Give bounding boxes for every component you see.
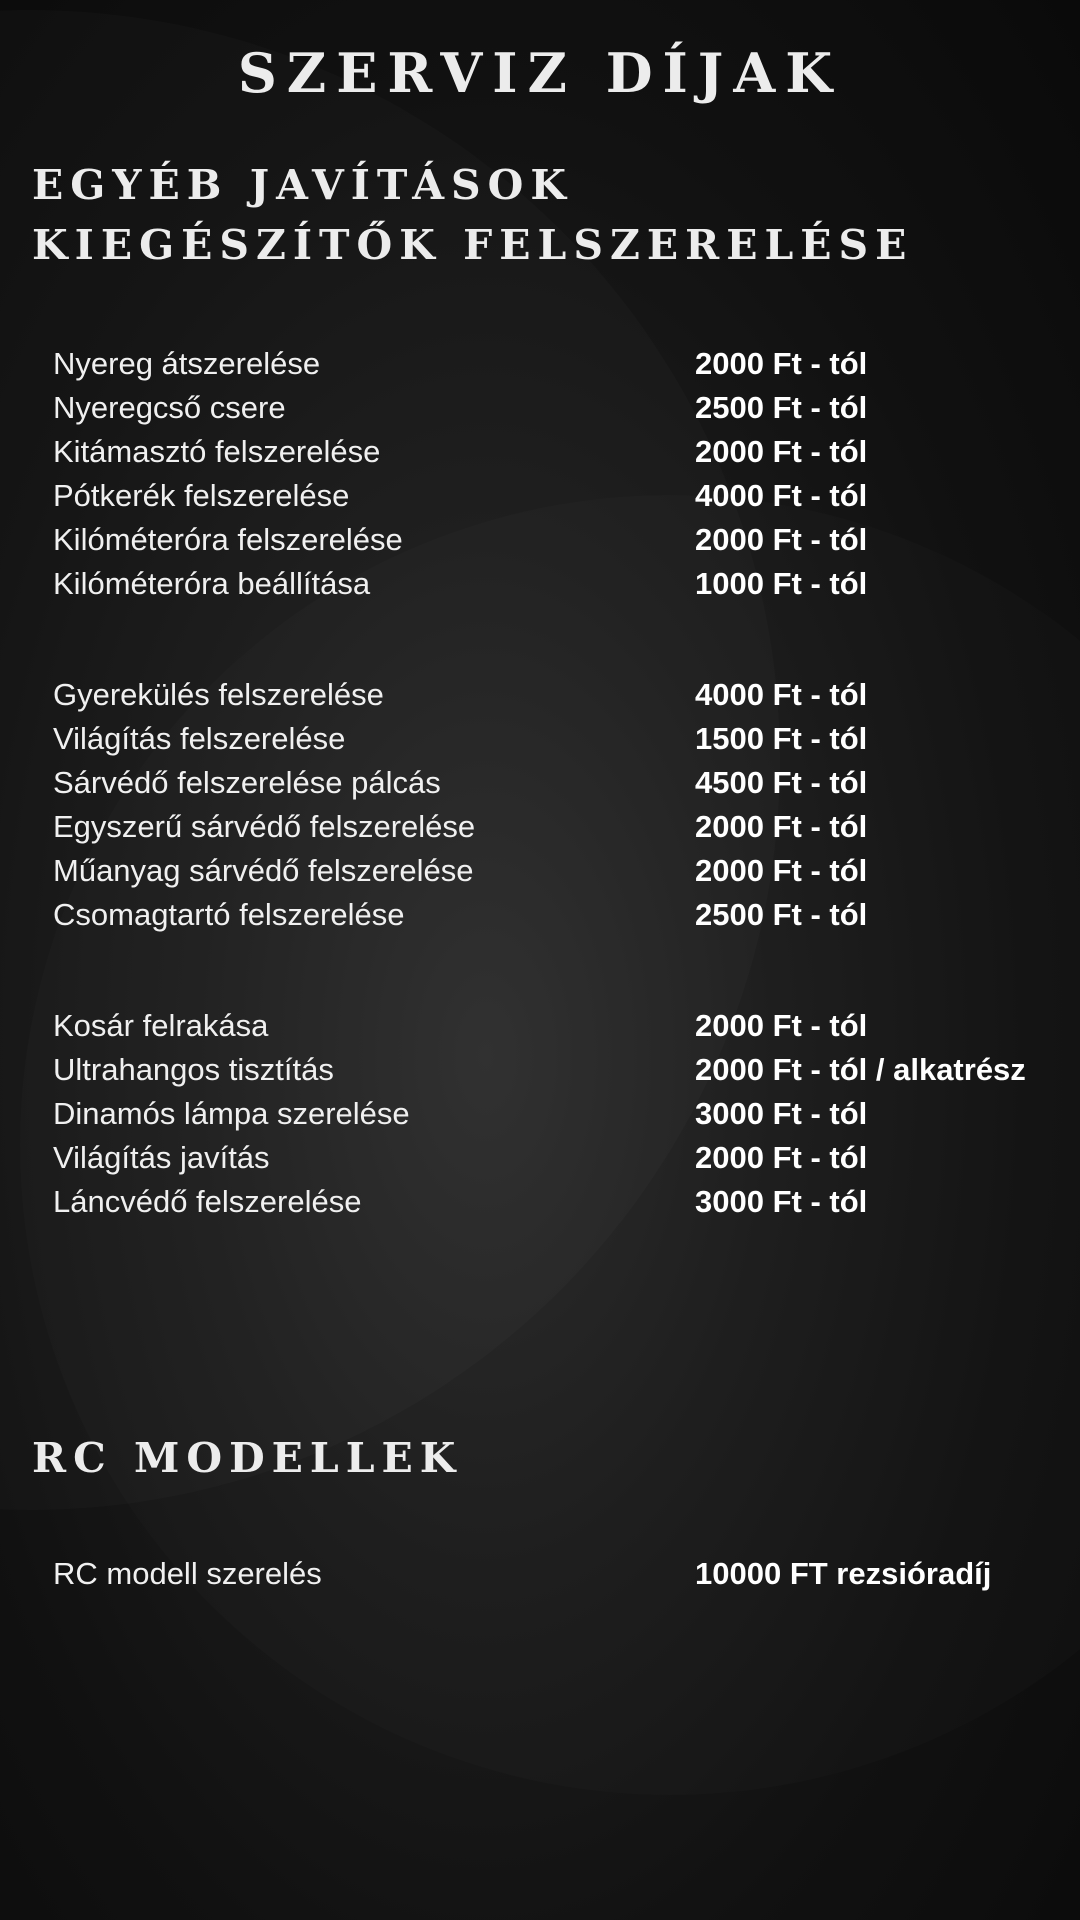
price-row [0,1004,1080,1048]
service-name: Műanyag sárvédő felszerelése [53,853,474,888]
service-price: 2500 Ft - tól [695,897,868,932]
price-row [0,1092,1080,1136]
price-row [0,386,1080,430]
service-price: 3000 Ft - tól [695,1184,868,1219]
price-row [0,673,1080,717]
service-price: 2000 Ft - tól / alkatrész [695,1052,1026,1087]
price-row [0,849,1080,893]
service-price: 2000 Ft - tól [695,346,868,381]
service-price: 2000 Ft - tól [695,522,868,557]
service-price: 2500 Ft - tól [695,390,868,425]
service-name: RC modell szerelés [53,1556,322,1591]
price-group-1 [0,342,1080,606]
service-price: 1500 Ft - tól [695,721,868,756]
service-price: 4000 Ft - tól [695,478,868,513]
service-price: 2000 Ft - tól [695,1008,868,1043]
price-row [0,1136,1080,1180]
service-name: Dinamós lámpa szerelése [53,1096,410,1131]
price-row [0,893,1080,937]
service-name: Világítás felszerelése [53,721,346,756]
price-row [0,1552,1080,1596]
price-row [0,518,1080,562]
service-price: 10000 FT rezsióradíj [695,1556,992,1591]
service-name: Kitámasztó felszerelése [53,434,381,469]
service-price: 1000 Ft - tól [695,566,868,601]
service-name: Ultrahangos tisztítás [53,1052,334,1087]
service-name: Egyszerű sárvédő felszerelése [53,809,476,844]
service-price: 4500 Ft - tól [695,765,868,800]
price-group-3 [0,1004,1080,1224]
price-row [0,1048,1080,1092]
service-name: Kilóméteróra beállítása [53,566,371,601]
service-price: 2000 Ft - tól [695,809,868,844]
service-name: Világítás javítás [53,1140,270,1175]
section-heading-rc-models: RC MODELLEK [32,1434,463,1482]
service-name: Gyerekülés felszerelése [53,677,384,712]
service-name: Sárvédő felszerelése pálcás [53,765,441,800]
service-name: Csomagtartó felszerelése [53,897,405,932]
price-row [0,474,1080,518]
price-row [0,805,1080,849]
section-heading-accessories: KIEGÉSZÍTŐK FELSZERELÉSE [32,221,914,269]
service-name: Kosár felrakása [53,1008,269,1043]
service-price: 2000 Ft - tól [695,853,868,888]
service-price: 3000 Ft - tól [695,1096,868,1131]
page-title: SZERVIZ DÍJAK [237,41,843,105]
price-row [0,342,1080,386]
service-name: Láncvédő felszerelése [53,1184,362,1219]
service-price: 2000 Ft - tól [695,1140,868,1175]
service-name: Nyeregcső csere [53,390,286,425]
price-group-2 [0,673,1080,937]
service-name: Kilóméteróra felszerelése [53,522,403,557]
price-row [0,717,1080,761]
service-price: 2000 Ft - tól [695,434,868,469]
price-group-rc [0,1552,1080,1596]
price-row [0,761,1080,805]
price-row [0,430,1080,474]
price-row [0,562,1080,606]
service-price: 4000 Ft - tól [695,677,868,712]
price-row [0,1180,1080,1224]
service-name: Pótkerék felszerelése [53,478,350,513]
service-name: Nyereg átszerelése [53,346,321,381]
section-heading-repairs: EGYÉB JAVÍTÁSOK [32,161,573,209]
